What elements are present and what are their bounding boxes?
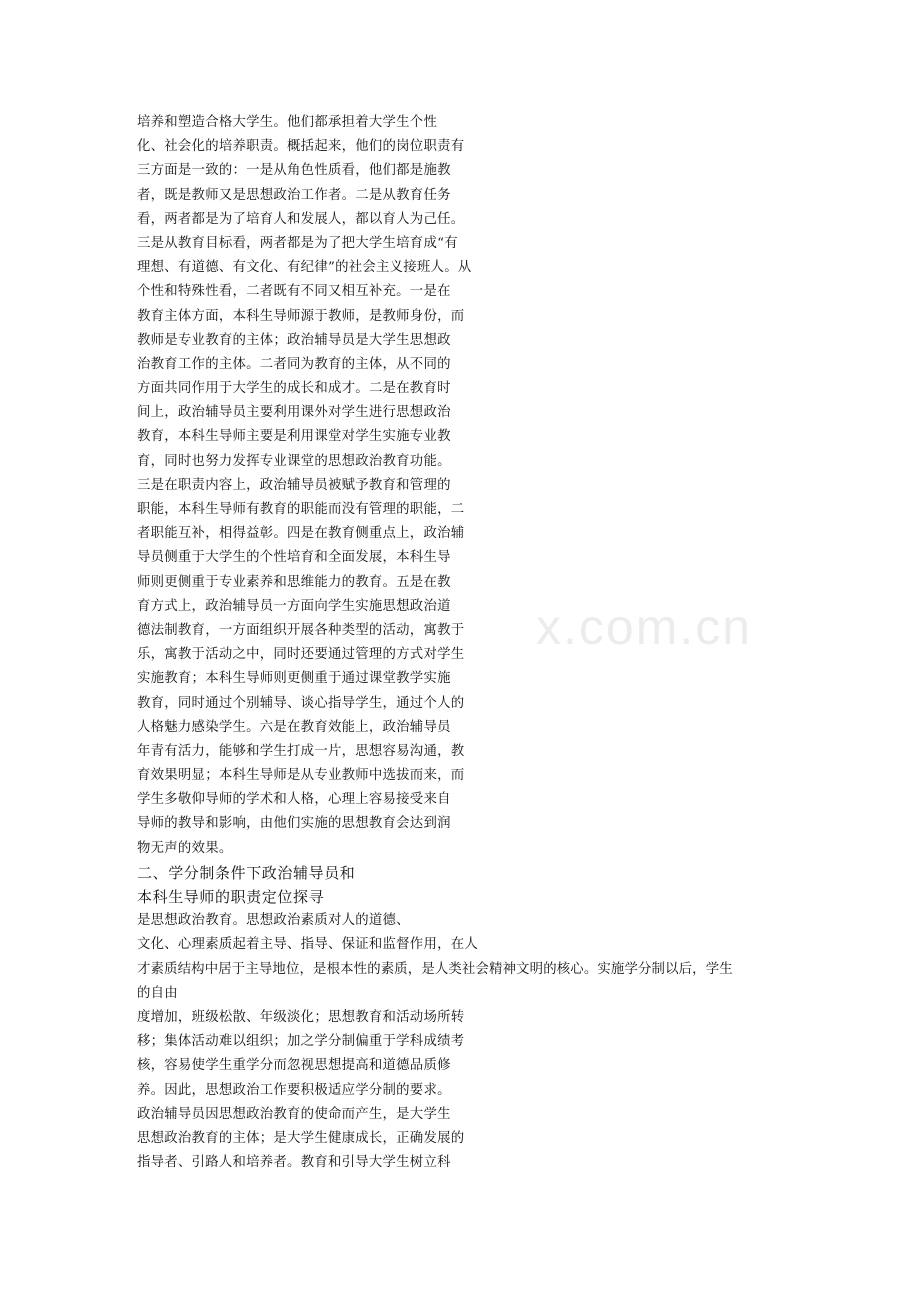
paragraph-line: 养。因此，思想政治工作要积极适应学分制的要求。 — [137, 1082, 451, 1098]
paragraph-line: 德法制教育，一方面组织开展各种类型的活动，寓教于 — [137, 622, 465, 638]
paragraph-line: 理想、有道德、有文化、有纪律”的社会主义接班人。从 — [137, 260, 472, 276]
paragraph-line: 学生多敬仰导师的学术和人格，心理上容易接受来自 — [137, 792, 451, 808]
paragraph-line: 物无声的效果。 — [137, 840, 233, 856]
paragraph-line: 职能，本科生导师有教育的职能而没有管理的职能，二 — [137, 502, 465, 517]
paragraph-line: 移；集体活动难以组织；加之学分制偏重于学科成绩考 — [137, 1034, 465, 1050]
paragraph-line: 育方式上，政治辅导员一方面向学生实施思想政治道 — [137, 598, 451, 614]
paragraph-line: 度增加，班级松散、年级淡化；思想教育和活动场所转 — [137, 1009, 465, 1025]
paragraph-line: 思想政治教育的主体；是大学生健康成长，正确发展的 — [137, 1130, 465, 1146]
paragraph-line: 教育，同时通过个别辅导、谈心指导学生，通过个人的 — [137, 695, 465, 711]
paragraph-line: 导员侧重于大学生的个性培育和全面发展，本科生导 — [137, 550, 451, 566]
paragraph-line: 间上，政治辅导员主要利用课外对学生进行思想政治 — [137, 405, 451, 421]
paragraph-line: 三方面是一致的：一是从角色性质看，他们都是施教 — [137, 163, 451, 179]
paragraph-line: 看，两者都是为了培育人和发展人，都以育人为己任。 — [137, 211, 465, 227]
paragraph-line: 育，同时也努力发挥专业课堂的思想政治教育功能。 — [137, 453, 451, 469]
paragraph-line: 三是从教育目标看，两者都是为了把大学生培育成“有 — [137, 235, 458, 251]
paragraph-line: 三是在职责内容上，政治辅导员被赋予教育和管理的 — [137, 477, 451, 493]
paragraph-line: 育效果明显；本科生导师是从专业教师中选拔而来，而 — [137, 768, 465, 784]
paragraph-line: 师则更侧重于专业素养和思维能力的教育。五是在教 — [137, 574, 451, 590]
paragraph-line: 核，容易使学生重学分而忽视思想提高和道德品质修 — [137, 1058, 451, 1074]
paragraph-line: 的自由 — [137, 985, 178, 1001]
paragraph-line: 化、社会化的培养职责。概括起来，他们的岗位职责有 — [137, 139, 465, 155]
paragraph-line: 治教育工作的主体。二者同为教育的主体，从不同的 — [137, 356, 451, 372]
paragraph-line: 个性和特殊性看，二者既有不同又相互补充。一是在 — [137, 284, 451, 300]
paragraph-line: 教育主体方面，本科生导师源于教师，是教师身份，而 — [137, 308, 465, 324]
paragraph-line: 培养和塑造合格大学生。他们都承担着大学生个性 — [137, 115, 438, 130]
section-heading-line: 本科生导师的职责定位探寻 — [137, 888, 325, 906]
paragraph-line: 政治辅导员因思想政治教育的使命而产生，是大学生 — [137, 1106, 451, 1122]
paragraph-line: 导师的教导和影响，由他们实施的思想教育会达到润 — [137, 816, 451, 832]
paragraph-line: 实施教育；本科生导师则更侧重于通过课堂教学实施 — [137, 671, 451, 687]
paragraph-line: 教师是专业教育的主体；政治辅导员是大学生思想政 — [137, 332, 451, 348]
paragraph-line: 才素质结构中居于主导地位，是根本性的素质，是人类社会精神文明的核心。实施学分制以后，学生 — [137, 961, 733, 977]
paragraph-line: 指导者、引路人和培养者。教育和引导大学生树立科 — [137, 1155, 451, 1171]
paragraph-line: 方面共同作用于大学生的成长和成才。二是在教育时 — [137, 381, 451, 397]
paragraph-line: 乐，寓教于活动之中，同时还要通过管理的方式对学生 — [137, 647, 465, 663]
paragraph-line: 是思想政治教育。思想政治素质对人的道德、 — [137, 913, 410, 929]
paragraph-line: 文化、心理素质起着主导、指导、保证和监督作用，在人 — [137, 937, 479, 953]
paragraph-line: 人格魅力感染学生。六是在教育效能上，政治辅导员 — [137, 719, 451, 735]
paragraph-line: 年青有活力，能够和学生打成一片，思想容易沟通，教 — [137, 743, 465, 759]
paragraph-line: 教育，本科生导师主要是利用课堂对学生实施专业教 — [137, 429, 451, 445]
paragraph-line: 者职能互补，相得益彰。四是在教育侧重点上，政治辅 — [137, 526, 465, 542]
paragraph-line: 者，既是教师又是思想政治工作者。二是从教育任务 — [137, 187, 451, 203]
document-body — [137, 111, 797, 1175]
section-heading-line: 二、学分制条件下政治辅导员和 — [137, 863, 356, 882]
watermark: x.com.cn — [536, 599, 753, 655]
